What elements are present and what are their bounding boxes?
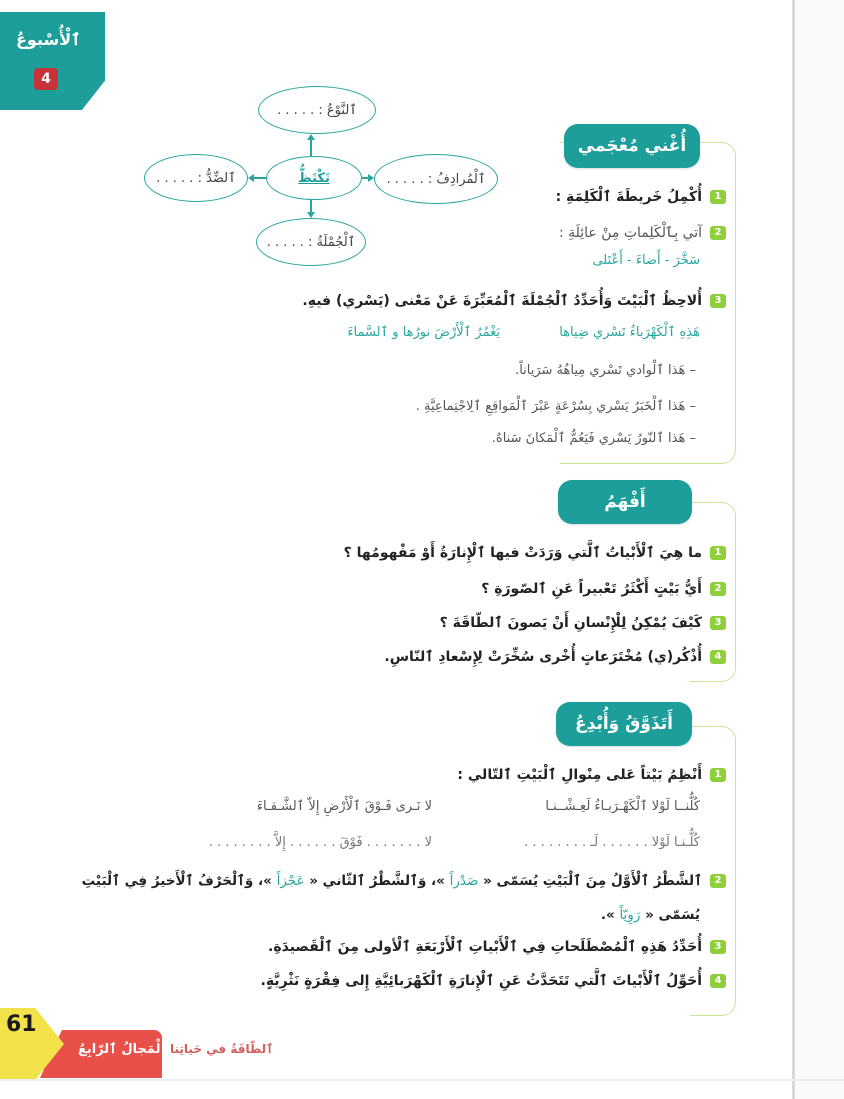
lexicon-item-3: 3أُلاحِظُ ٱلْبَيْتَ وَأُحَدِّدُ ٱلْجُمْلَةَ ٱلْمُعَبِّرَةَ عَنْ مَعْنى (يَسْري) فيهِ.: [302, 290, 726, 312]
verse-template-second-hemistich: لا . . . . . . . فَوْقَ . . . . . . إِلاَّ . . . . . . . .: [208, 835, 432, 850]
understand-item-1: 1ما هِيَ ٱلْأَبْياتُ ٱلَّتي وَرَدَتْ فيها ٱلْإِنارَةُ أَوْ مَفْهومُها ؟: [344, 542, 726, 564]
verse-template-first-hemistich: كُلُّـنـا لَوْلا . . . . . . لَـ . . . . . . . .: [524, 835, 700, 850]
appreciate-item-2: 2ٱلشَّطْرُ ٱلْأَوَّلُ مِنَ ٱلْبَيْتِ يُسَمّى « صَدْراً »، وَٱلشَّطْرُ ٱلثّاني « عَجْزاً »، وَٱلْحَرْفُ ٱلْأَخيرُ فِي ٱلْبَيْتِ: [82, 870, 726, 892]
week-number-badge: 4: [34, 68, 58, 90]
word-map-center-word: تَكْتَظُّ: [266, 156, 362, 200]
term-sadr: صَدْراً: [449, 873, 479, 889]
word-map-sentence: ٱلْجُمْلَةُ : . . . . .: [256, 218, 366, 266]
week-label: ٱلْأُسْبوعُ: [16, 30, 81, 49]
understand-item-3: 3كَيْفَ يُمْكِنُ لِلْإِنْسانِ أَنْ يَصونَ ٱلطّاقَةَ ؟: [440, 612, 726, 634]
number-badge: 1: [710, 768, 726, 782]
term-ajz: عَجْزاً: [276, 873, 305, 889]
footer-divider: [0, 1079, 844, 1081]
appreciate-item-1: 1أَنْظِمُ بَيْتاً عَلى مِنْوالِ ٱلْبَيْتِ ٱلتّالي :: [457, 764, 726, 786]
appreciate-section-title: أَتَذَوَّقُ وَأُبْدِعُ: [556, 702, 692, 746]
lexicon-item-2: 2آتي بِٱلْكَلِماتِ مِنْ عائِلَةِ :: [559, 222, 726, 244]
lexicon-item-1: 1أُكْمِلُ خَريطَةَ ٱلْكَلِمَةِ :: [556, 186, 726, 208]
model-verse-second-hemistich: لا نَـرى فَـوْقَ ٱلْأَرْضِ إِلاّ ٱلشَّـقـاءَ: [256, 799, 432, 814]
number-badge: 3: [710, 940, 726, 954]
lexicon-verse-second-hemistich: يَغْمُرُ ٱلْأَرْضَ نورُها و ٱلسَّماءَ: [347, 325, 500, 340]
lexicon-sentence-option: – هَذا ٱلْوادي تَسْري مِياهُهُ سَرَياناً.: [515, 363, 696, 378]
word-map-type: ٱلنَّوْعُ : . . . . .: [258, 86, 376, 134]
appreciate-item-4: 4أُحَوِّلُ ٱلْأَبْياتَ ٱلَّتي تَتَحَدَّثُ عَنِ ٱلْإِنارَةِ ٱلْكَهْرَبائِيَّةِ إِلى فِقْرَةٍ نَثْرِيَّةٍ.: [261, 970, 727, 992]
word-map-antonym: ٱلضِّدُّ : . . . . .: [144, 154, 248, 202]
page-number: 61: [6, 1012, 37, 1037]
lexicon-sentence-option: – هَذا ٱلْخَبَرُ يَسْري بِسُرْعَةٍ عَبْرَ ٱلْمَواقِعِ ٱلِاجْتِماعِيَّةِ .: [415, 399, 696, 414]
word-map-synonym: ٱلْمُرادِفُ : . . . . .: [374, 154, 498, 204]
number-badge: 1: [710, 190, 726, 204]
number-badge: 3: [710, 294, 726, 308]
lexicon-sentence-option: – هَذا ٱلنّورُ يَسْري فَيَعُمُّ ٱلْمَكانَ سَناهُ.: [491, 431, 696, 446]
lexicon-verse-first-hemistich: هَذِهِ ٱلْكَهْرَباءُ تَسْري ضِياها: [559, 325, 700, 340]
number-badge: 4: [710, 974, 726, 988]
domain-label: ٱلْمَجالُ ٱلرّابِعُ: [78, 1042, 169, 1057]
lexicon-section-title: أُغْني مُعْجَمي: [564, 124, 700, 168]
page-edge: [792, 0, 795, 1099]
number-badge: 4: [710, 650, 726, 664]
appreciate-item-2-continuation: يُسَمّى « رَوِيّاً ».: [600, 907, 700, 923]
model-verse-first-hemistich: كُلُّنــا لَوْلا ٱلْكَهْـرَبـاءُ لَعِـشْــنـا: [545, 799, 700, 814]
number-badge: 1: [710, 546, 726, 560]
number-badge: 2: [710, 874, 726, 888]
number-badge: 2: [710, 226, 726, 240]
understand-section-title: أَفْهَمُ: [558, 480, 692, 524]
page-margin: [795, 0, 844, 1099]
appreciate-item-3: 3أُحَدِّدُ هَذِهِ ٱلْمُصْطَلَحاتِ فِي ٱلْأَبْياتِ ٱلْأَرْبَعَةِ ٱلْأولى مِنَ ٱلْقَصيدَةِ.: [268, 936, 726, 958]
understand-item-2: 2أَيُّ بَيْتٍ أَكْثَرُ تَعْبيراً عَنِ ٱلصّورَةِ ؟: [481, 578, 726, 600]
term-rawiy: رَوِيّاً: [619, 907, 641, 923]
theme-label: ٱلطّاقَةُ في حَياتِنا: [170, 1042, 274, 1056]
understand-item-4: 4أُذْكُر(ي) مُخْتَرَعاتٍ أُخْرى سُخِّرَتْ لِإِسْعادِ ٱلنّاسِ.: [384, 646, 726, 668]
number-badge: 2: [710, 582, 726, 596]
lexicon-word-family: سَخَّرَ - أَضاءَ - أَعْتَلى: [592, 253, 700, 268]
number-badge: 3: [710, 616, 726, 630]
